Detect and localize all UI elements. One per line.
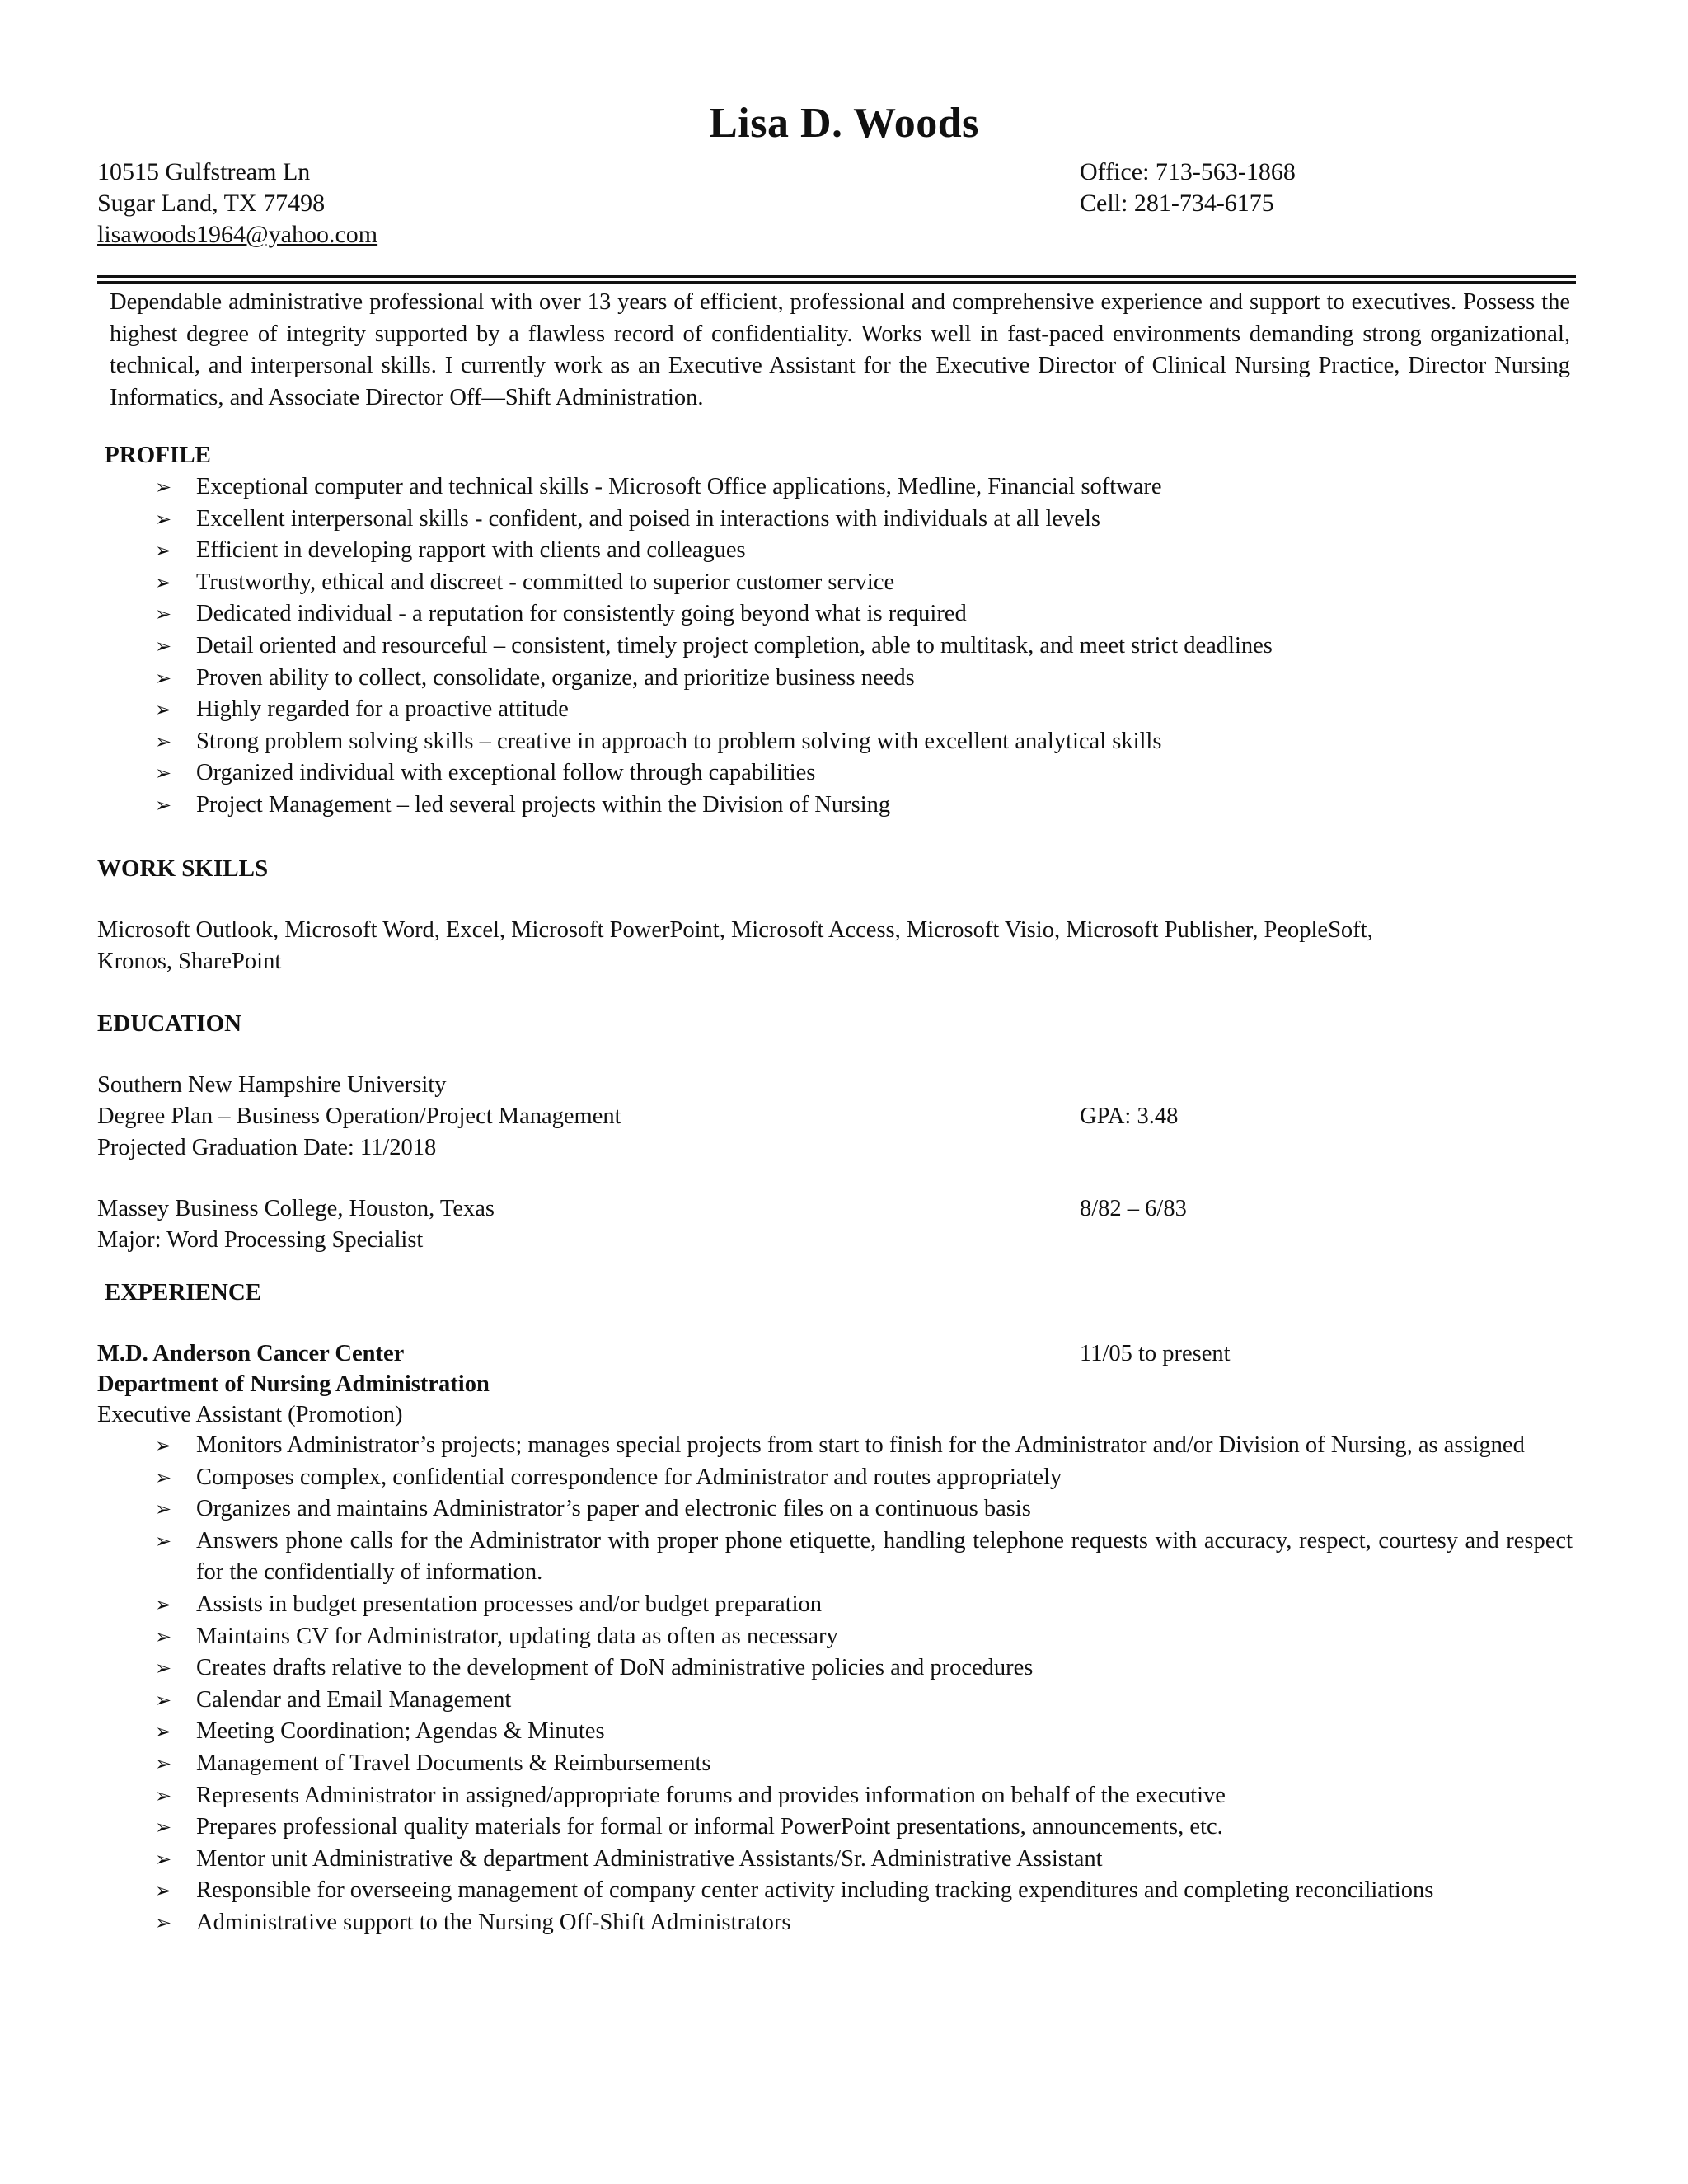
list-item: ➢ Represents Administrator in assigned/appropriate forums and provides information on behalf of the executive (155, 1780, 1573, 1812)
list-item: ➢ Answers phone calls for the Administrator with proper phone etiquette, handling telephone requests with accuracy, respect, courtesy and respect for the confidentially of information. (155, 1526, 1573, 1589)
arrow-bullet-icon: ➢ (155, 1592, 172, 1616)
arrow-bullet-icon: ➢ (155, 1816, 172, 1840)
office-phone: Office: 713-563-1868 (1080, 158, 1296, 185)
arrow-bullet-icon: ➢ (155, 729, 172, 753)
arrow-bullet-icon: ➢ (155, 1720, 172, 1744)
address-line-2: Sugar Land, TX 77498 (97, 190, 326, 217)
arrow-bullet-icon: ➢ (155, 507, 172, 531)
arrow-bullet-icon: ➢ (155, 666, 172, 690)
major-2: Major: Word Processing Specialist (97, 1227, 424, 1253)
list-item: ➢ Creates drafts relative to the development of DoN administrative policies and procedures (155, 1652, 1573, 1685)
summary-paragraph: Dependable administrative professional with over 13 years of efficient, professional and comprehensive experience and support to executives. Possess the highest degree of integrity supported by a flawless record of confidentiality. Works well in fast-paced environments demanding strong organizational, technical, and interpersonal skills. I currently work as an Executive Assistant for the Executive Director of Clinical Nursing Practice, Director Nursing Informatics, and Associate Director Off—Shift Administration. (110, 289, 1570, 410)
list-item: ➢ Administrative support to the Nursing Off-Shift Administrators (155, 1907, 1573, 1939)
school-name-1: Southern New Hampshire University (97, 1072, 447, 1098)
email-link[interactable]: lisawoods1964@yahoo.com (97, 221, 378, 248)
department-name: Department of Nursing Administration (97, 1371, 490, 1397)
degree-plan: Degree Plan – Business Operation/Project Management (97, 1104, 621, 1129)
list-item: ➢ Assists in budget presentation processes and/or budget preparation (155, 1589, 1573, 1621)
list-item: ➢ Prepares professional quality materials for formal or informal PowerPoint presentations, announcements, etc. (155, 1811, 1573, 1844)
school-name-2: Massey Business College, Houston, Texas (97, 1196, 495, 1221)
experience-duties-list (155, 1430, 1573, 1939)
school-dates-2: 8/82 – 6/83 (1080, 1196, 1187, 1221)
arrow-bullet-icon: ➢ (155, 602, 172, 626)
arrow-bullet-icon: ➢ (155, 539, 172, 563)
list-item: ➢ Monitors Administrator’s projects; manages special projects from start to finish for the Administrator and/or Division of Nursing, as assigned (155, 1430, 1573, 1462)
list-item: ➢ Composes complex, confidential correspondence for Administrator and routes appropriately (155, 1462, 1573, 1494)
profile-heading: PROFILE (105, 442, 211, 468)
arrow-bullet-icon: ➢ (155, 1657, 172, 1680)
arrow-bullet-icon: ➢ (155, 1783, 172, 1807)
gpa-value: GPA: 3.48 (1080, 1104, 1179, 1129)
employer-name: M.D. Anderson Cancer Center (97, 1341, 405, 1366)
address-line-1: 10515 Gulfstream Ln (97, 158, 311, 185)
list-item: ➢ Proven ability to collect, consolidate, organize, and prioritize business needs (155, 663, 1573, 695)
profile-list (155, 471, 1573, 822)
experience-heading: EXPERIENCE (105, 1279, 262, 1305)
list-item: ➢ Meeting Coordination; Agendas & Minutes (155, 1716, 1573, 1748)
list-item: ➢ Responsible for overseeing management of company center activity including tracking expenditures and completing reconciliations (155, 1875, 1573, 1907)
candidate-name: Lisa D. Woods (709, 100, 979, 147)
arrow-bullet-icon: ➢ (155, 1434, 172, 1457)
list-item: ➢ Strong problem solving skills – creative in approach to problem solving with excellent analytical skills (155, 726, 1573, 758)
work-skills-line-1: Microsoft Outlook, Microsoft Word, Excel, Microsoft PowerPoint, Microsoft Access, Microsoft Visio, Microsoft Publisher, PeopleSoft, (97, 917, 1373, 943)
arrow-bullet-icon: ➢ (155, 1465, 172, 1489)
arrow-bullet-icon: ➢ (155, 1624, 172, 1648)
list-item: ➢ Organized individual with exceptional follow through capabilities (155, 757, 1573, 790)
arrow-bullet-icon: ➢ (155, 1529, 172, 1553)
work-skills-heading: WORK SKILLS (97, 855, 269, 882)
list-item: ➢ Project Management – led several projects within the Division of Nursing (155, 790, 1573, 822)
list-item: ➢ Dedicated individual - a reputation for consistently going beyond what is required (155, 598, 1573, 630)
list-item: ➢ Calendar and Email Management (155, 1685, 1573, 1717)
arrow-bullet-icon: ➢ (155, 1497, 172, 1521)
arrow-bullet-icon: ➢ (155, 476, 172, 499)
arrow-bullet-icon: ➢ (155, 698, 172, 722)
arrow-bullet-icon: ➢ (155, 1879, 172, 1903)
work-skills-line-2: Kronos, SharePoint (97, 949, 282, 974)
cell-phone: Cell: 281-734-6175 (1080, 190, 1274, 217)
arrow-bullet-icon: ➢ (155, 1847, 172, 1871)
list-item: ➢ Highly regarded for a proactive attitude (155, 694, 1573, 726)
education-heading: EDUCATION (97, 1010, 242, 1037)
arrow-bullet-icon: ➢ (155, 1688, 172, 1712)
arrow-bullet-icon: ➢ (155, 1910, 172, 1934)
arrow-bullet-icon: ➢ (155, 762, 172, 785)
header-divider-top (97, 275, 1576, 278)
job-title: Executive Assistant (Promotion) (97, 1402, 403, 1427)
list-item: ➢ Detail oriented and resourceful – consistent, timely project completion, able to multitask, and meet strict deadlines (155, 630, 1573, 663)
arrow-bullet-icon: ➢ (155, 634, 172, 658)
graduation-date: Projected Graduation Date: 11/2018 (97, 1135, 437, 1160)
list-item: ➢ Maintains CV for Administrator, updating data as often as necessary (155, 1621, 1573, 1653)
employment-dates: 11/05 to present (1080, 1341, 1231, 1366)
list-item: ➢ Organizes and maintains Administrator’s paper and electronic files on a continuous basis (155, 1493, 1573, 1526)
list-item: ➢ Efficient in developing rapport with clients and colleagues (155, 535, 1573, 567)
header-divider-bottom (97, 281, 1576, 284)
arrow-bullet-icon: ➢ (155, 1751, 172, 1775)
list-item: ➢ Exceptional computer and technical skills - Microsoft Office applications, Medline, Financial software (155, 471, 1573, 504)
list-item: ➢ Trustworthy, ethical and discreet - committed to superior customer service (155, 567, 1573, 599)
list-item: ➢ Mentor unit Administrative & department Administrative Assistants/Sr. Administrative Assistant (155, 1844, 1573, 1876)
arrow-bullet-icon: ➢ (155, 793, 172, 817)
list-item: ➢ Excellent interpersonal skills - confident, and poised in interactions with individuals at all levels (155, 504, 1573, 536)
arrow-bullet-icon: ➢ (155, 570, 172, 594)
list-item: ➢ Management of Travel Documents & Reimbursements (155, 1748, 1573, 1780)
